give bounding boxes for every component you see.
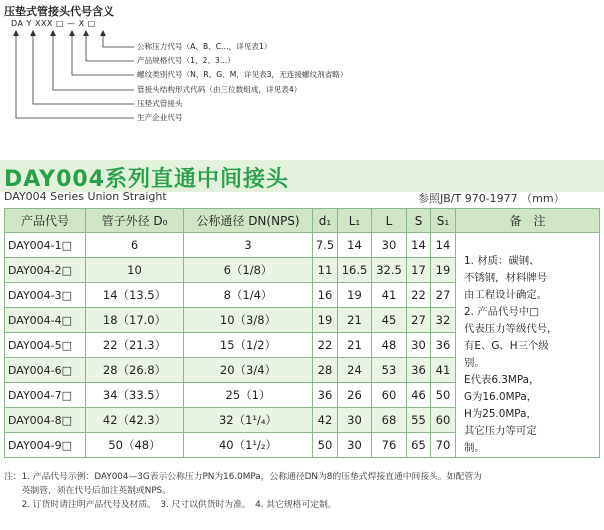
table-cell: 17: [407, 258, 431, 283]
table-cell: 6: [86, 233, 184, 258]
header-dn: 公称通径 DN(NPS): [184, 209, 313, 233]
table-cell: 3: [184, 233, 313, 258]
header-s1: S₁: [431, 209, 456, 233]
code-format: DA Y XXX □ — X □: [11, 19, 96, 28]
table-cell: 24: [338, 358, 372, 383]
table-cell: 76: [372, 433, 407, 458]
table-cell: 19: [431, 258, 456, 283]
footnote-line: 英制管，须在代号后加注英制或NPS。: [4, 486, 172, 496]
table-cell: 14（13.5）: [86, 283, 184, 308]
remark-line: 有E、G、H三个级: [464, 340, 549, 352]
table-cell: DAY004-2□: [5, 258, 86, 283]
table-cell: 42: [313, 408, 338, 433]
table-cell: 19: [338, 283, 372, 308]
table-cell: 10: [86, 258, 184, 283]
table-cell: 36: [313, 383, 338, 408]
table-cell: 14: [407, 233, 431, 258]
table-cell: 36: [407, 358, 431, 383]
table-cell: 40（1¹/₂）: [184, 433, 313, 458]
table-cell: 6（1/8）: [184, 258, 313, 283]
table-cell: 45: [372, 308, 407, 333]
table-cell: 16: [313, 283, 338, 308]
table-cell: 27: [431, 283, 456, 308]
header-l1: L₁: [338, 209, 372, 233]
legend-item-pressure: 公称压力代号（A、B、C…，详见表1）: [137, 42, 272, 51]
table-cell: 22（21.3）: [86, 333, 184, 358]
table-cell: 65: [407, 433, 431, 458]
table-cell: 41: [372, 283, 407, 308]
legend-item-type: 压垫式管接头: [137, 99, 183, 108]
table-cell: 28（26.8）: [86, 358, 184, 383]
remark-line: 2. 产品代号中□: [464, 306, 539, 318]
remark-line: 不锈钢，材料牌号: [464, 272, 548, 284]
table-cell: 20（3/4）: [184, 358, 313, 383]
table-cell: DAY004-3□: [5, 283, 86, 308]
header-code: 产品代号: [5, 209, 86, 233]
remark-line: 其它压力等可定: [464, 425, 537, 437]
header-l: L: [372, 209, 407, 233]
table-cell: 70: [431, 433, 456, 458]
table-cell: 16.5: [338, 258, 372, 283]
footnote-line: 注：1. 产品代号示例：DAY004—3G表示公称压力PN为16.0MPa，公称通径DN为8的压垫式焊接直通中间接头。如配管为: [4, 472, 482, 482]
table-cell: DAY004-5□: [5, 333, 86, 358]
table-cell: 30: [338, 408, 372, 433]
remarks-cell: [456, 233, 600, 458]
header-s: S: [407, 209, 431, 233]
table-cell: 27: [407, 308, 431, 333]
table-cell: 32（1¹/₄）: [184, 408, 313, 433]
legend-item-maker: 生产企业代号: [137, 113, 183, 122]
table-cell: 34（33.5）: [86, 383, 184, 408]
legend-connector-lines: [0, 0, 604, 160]
remark-line: G为16.0MPa，: [464, 391, 538, 403]
table-cell: 50（48）: [86, 433, 184, 458]
remark-line: 1. 材质：碳钢、: [464, 255, 540, 267]
table-cell: 19: [313, 308, 338, 333]
table-cell: 11: [313, 258, 338, 283]
table-cell: 15（1/2）: [184, 333, 313, 358]
header-od: 管子外径 D₀: [86, 209, 184, 233]
remark-line: 由工程设计确定。: [464, 289, 548, 301]
table-cell: 22: [313, 333, 338, 358]
table-cell: DAY004-1□: [5, 233, 86, 258]
table-cell: DAY004-4□: [5, 308, 86, 333]
table-cell: 21: [338, 308, 372, 333]
table-cell: 8（1/4）: [184, 283, 313, 308]
table-cell: 21: [338, 333, 372, 358]
table-cell: 30: [338, 433, 372, 458]
remark-line: 制。: [464, 442, 485, 454]
remark-line: E代表6.3MPa，: [464, 374, 540, 386]
header-remarks: 备 注: [456, 209, 600, 233]
table-cell: 50: [313, 433, 338, 458]
table-cell: 53: [372, 358, 407, 383]
page-title: DAY004系列直通中间接头: [4, 167, 290, 192]
table-cell: 30: [407, 333, 431, 358]
table-cell: 36: [431, 333, 456, 358]
table-cell: 7.5: [313, 233, 338, 258]
remark-line: H为25.0MPa，: [464, 408, 537, 420]
footnote-line: 2. 订货时请注明产品代号及材质。 3. 尺寸以供货时为准。 4. 其它规格可定制。: [4, 500, 337, 510]
table-cell: 68: [372, 408, 407, 433]
table-cell: 14: [338, 233, 372, 258]
table-cell: 28: [313, 358, 338, 383]
table-cell: DAY004-7□: [5, 383, 86, 408]
header-d1: d₁: [313, 209, 338, 233]
table-cell: 55: [407, 408, 431, 433]
spec-table: [4, 208, 600, 458]
table-cell: 18（17.0）: [86, 308, 184, 333]
table-header-row: [5, 209, 600, 233]
table-cell: 48: [372, 333, 407, 358]
table-cell: 50: [431, 383, 456, 408]
legend-item-structure: 管接头结构形式代码（由三位数组成，详见表4）: [137, 85, 302, 94]
footnotes: [4, 470, 600, 512]
table-cell: 42（42.3）: [86, 408, 184, 433]
table-cell: 14: [431, 233, 456, 258]
legend-title: 压垫式管接头代号含义: [4, 5, 114, 18]
table-cell: 22: [407, 283, 431, 308]
table-cell: 10（3/8）: [184, 308, 313, 333]
table-cell: 60: [431, 408, 456, 433]
table-cell: 46: [407, 383, 431, 408]
table-cell: 60: [372, 383, 407, 408]
table-cell: 25（1）: [184, 383, 313, 408]
table-cell: 32.5: [372, 258, 407, 283]
page-subtitle: DAY004 Series Union Straight: [4, 190, 167, 203]
standard-reference: 参照JB/T 970-1977 （mm）: [418, 192, 565, 205]
table-cell: 30: [372, 233, 407, 258]
table-cell: 26: [338, 383, 372, 408]
table-cell: 41: [431, 358, 456, 383]
legend-item-size: 产品规格代号（1、2、3…）: [137, 56, 236, 65]
table-cell: 32: [431, 308, 456, 333]
table-cell: DAY004-9□: [5, 433, 86, 458]
remark-line: 别。: [464, 357, 485, 369]
table-cell: DAY004-8□: [5, 408, 86, 433]
legend-item-thread: 螺纹类别代号（N、R、G、M，详见表3，无连接螺纹剂省略）: [137, 70, 348, 79]
remark-line: 代表压力等级代号，: [464, 323, 558, 335]
table-row: [5, 233, 600, 258]
table-cell: DAY004-6□: [5, 358, 86, 383]
